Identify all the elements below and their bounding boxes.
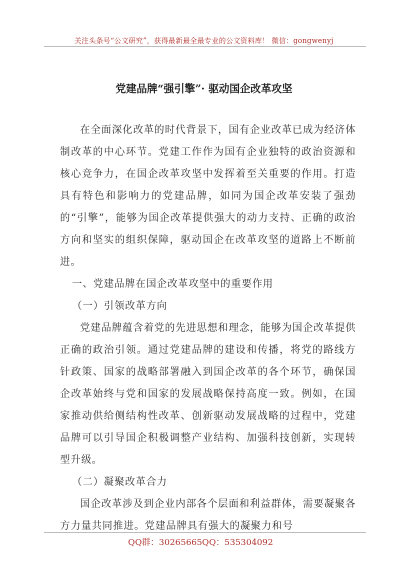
- subsection-heading: （二）凝聚改革合力: [72, 477, 168, 488]
- body-paragraph: 国企改革涉及到企业内部各个层面和利益群体，需要凝聚各方力量共同推进。党建品牌具有强大的凝聚力和号: [60, 499, 356, 532]
- header-banner: 关注头条号“公文研究”，获得最新最全最专业的公文资料库！ 微信：gongwenyj: [74, 37, 334, 45]
- header-divider: [44, 46, 366, 47]
- body-paragraph: 在全面深化改革的时代背景下，国有企业改革已成为经济体制改革的中心环节。党建工作作为国有企业独特的政治资源和核心竞争力，在国企改革攻坚中发挥着至关重要的作用。打造具有特色和影响力的党建品牌，如同为国企改革安装了强劲的“引擎”，能够为国企改革提供强大的动力支持、正确的政治方向和坚实的组织保障，驱动国企在改革攻坚的道路上不断前进。: [60, 125, 356, 268]
- section-heading: 一、党建品牌在国企改革攻坚中的重要作用: [72, 279, 274, 290]
- document-body: [60, 120, 356, 538]
- body-paragraph: 党建品牌蕴含着党的先进思想和理念，能够为国企改革提供正确的政治引领。通过党建品牌的建设和传播，将党的路线方针政策、国家的战略部署融入到国企改革的各个环节，确保国企改革始终与党和国家的发展战略保持高度一致。例如，在国家推动供给侧结构性改革、创新驱动发展战略的过程中，党建品牌可以引导国企积极调整产业结构、加强科技创新，实现转型升级。: [60, 323, 356, 466]
- footer-qq-group: QQ群：30265665: [128, 538, 203, 548]
- subsection-heading: （一）引领改革方向: [72, 301, 168, 312]
- footer-divider: [44, 532, 366, 533]
- footer-qq-contact: QQ：535304092: [202, 538, 274, 548]
- document-title: 党建品牌“强引擎”· 驱动国企改革攻坚: [115, 83, 293, 95]
